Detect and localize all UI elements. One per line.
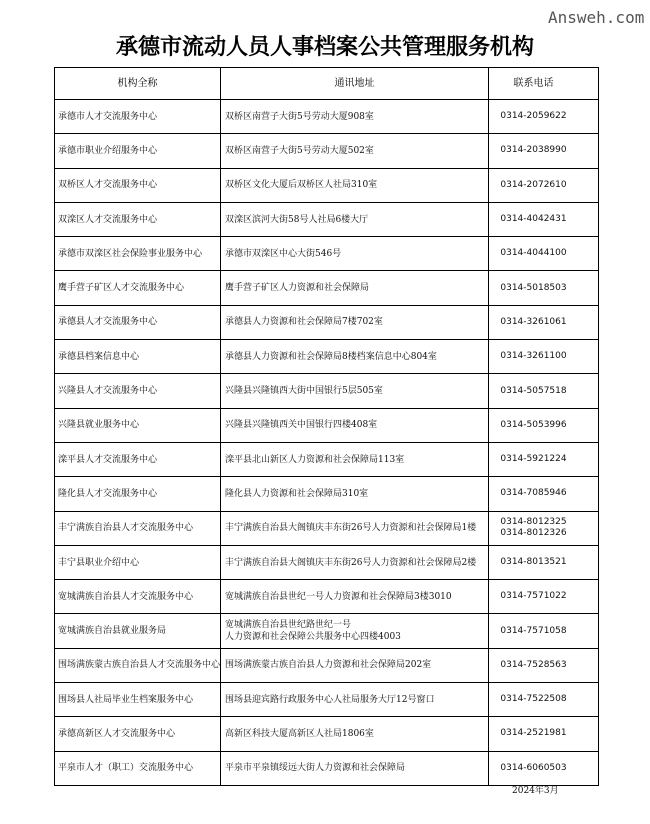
address-line: 宽城满族自治县世纪一号人力资源和社会保障局3楼3010: [225, 591, 452, 602]
phone-cell: [489, 477, 599, 511]
address-cell: [221, 237, 489, 271]
address-line: 人力资源和社会保障公共服务中心四楼4003: [225, 632, 401, 643]
table-row: [55, 237, 599, 271]
agency-name-cell: [55, 752, 221, 786]
phone-cell: [489, 546, 599, 580]
phone-number: 0314-7085946: [500, 488, 567, 499]
address-line: 双滦区滨河大街58号人社局6楼大厅: [225, 214, 369, 225]
agency-name-cell: [55, 237, 221, 271]
agency-name: 承德市职业介绍服务中心: [58, 145, 158, 156]
site-watermark: Answeh.com: [548, 8, 645, 27]
agency-name: 承德高新区人才交流服务中心: [58, 728, 176, 739]
phone-cell: [489, 614, 599, 648]
agency-name-cell: [55, 134, 221, 168]
address-cell: [221, 649, 489, 683]
phone-number: 0314-4042431: [500, 214, 567, 225]
address-line: 丰宁满族自治县大阁镇庆丰东街26号人力资源和社会保障局1楼: [225, 523, 477, 534]
agency-name-cell: [55, 409, 221, 443]
agency-name-cell: [55, 443, 221, 477]
agency-name-cell: [55, 683, 221, 717]
address-cell: [221, 169, 489, 203]
agency-name: 双桥区人才交流服务中心: [58, 180, 158, 191]
phone-number: 0314-2059622: [500, 111, 567, 122]
phone-cell: [489, 409, 599, 443]
table-row: [55, 340, 599, 374]
address-line: 平泉市平泉镇绥远大街人力资源和社会保障局: [225, 763, 406, 774]
agency-name-cell: [55, 340, 221, 374]
phone-number: 0314-6060503: [500, 762, 567, 773]
phone-number: 0314-8013521: [500, 557, 567, 567]
address-line: 滦平县北山新区人力资源和社会保障局113室: [225, 454, 405, 465]
address-line: 鹰手营子矿区人力资源和社会保障局: [225, 283, 370, 294]
table-row: [55, 100, 599, 134]
phone-cell: [489, 203, 599, 237]
agency-name-cell: [55, 271, 221, 305]
table-row: [55, 614, 599, 648]
address-cell: [221, 340, 489, 374]
agency-name: 隆化县人才交流服务中心: [58, 488, 158, 499]
agency-name: 双滦区人才交流服务中心: [58, 214, 158, 225]
agency-name: 承德县档案信息中心: [58, 351, 140, 362]
table-row: [55, 752, 599, 786]
agency-name: 宽城满族自治县就业服务局: [58, 626, 167, 637]
address-line: 宽城满族自治县世纪路世纪一号: [225, 620, 352, 631]
agency-name: 平泉市人才（职工）交流服务中心: [58, 763, 194, 774]
phone-number: 0314-7528563: [500, 659, 567, 670]
phone-cell: [489, 169, 599, 203]
phone-number: 0314-2072610: [500, 179, 567, 190]
address-line: 双桥区南营子大街5号劳动大厦908室: [225, 111, 374, 122]
address-cell: [221, 477, 489, 511]
agency-name: 围场县人社局毕业生档案服务中心: [58, 694, 194, 705]
agency-name: 宽城满族自治县人才交流服务中心: [58, 591, 194, 602]
agency-name-cell: [55, 546, 221, 580]
phone-cell: [489, 443, 599, 477]
address-cell: [221, 306, 489, 340]
header-phone: 联系电话: [489, 68, 599, 100]
phone-cell: [489, 374, 599, 408]
phone-number: 0314-2038990: [500, 145, 567, 156]
address-cell: [221, 100, 489, 134]
address-line: 围场县迎宾路行政服务中心人社局服务大厅12号窗口: [225, 694, 435, 705]
agency-name-cell: [55, 477, 221, 511]
address-line: 兴隆县兴隆镇西大街中国银行5层505室: [225, 386, 383, 397]
agency-name: 兴隆县就业服务中心: [58, 420, 140, 431]
address-cell: [221, 546, 489, 580]
table-row: [55, 580, 599, 614]
agency-name-cell: [55, 614, 221, 648]
phone-cell: [489, 649, 599, 683]
agency-name-cell: [55, 306, 221, 340]
address-cell: [221, 683, 489, 717]
agency-name: 承德市人才交流服务中心: [58, 111, 158, 122]
address-line: 承德县人力资源和社会保障局8楼档案信息中心804室: [225, 351, 437, 362]
phone-number: 0314-5053996: [500, 419, 567, 430]
publication-date: 2024年3月: [512, 786, 559, 796]
agency-name: 承德市双滦区社会保险事业服务中心: [58, 248, 203, 259]
phone-number: 0314-7571022: [500, 591, 567, 602]
table-row: [55, 683, 599, 717]
table-row: [55, 134, 599, 168]
phone-cell: [489, 237, 599, 271]
agency-table: [54, 67, 599, 786]
agency-name-cell: [55, 512, 221, 546]
table-row: [55, 546, 599, 580]
address-cell: [221, 614, 489, 648]
table-row: [55, 717, 599, 751]
header-agency-name: 机构全称: [55, 68, 221, 100]
phone-number: 0314-3261100: [500, 351, 567, 362]
phone-cell: [489, 134, 599, 168]
address-line: 高新区科技大厦高新区人社局1806室: [225, 728, 374, 739]
phone-cell: [489, 752, 599, 786]
address-line: 承德县人力资源和社会保障局7楼702室: [225, 317, 383, 328]
address-cell: [221, 203, 489, 237]
address-line: 承德市双滦区中心大街546号: [225, 248, 342, 259]
phone-number: 0314-7571058: [500, 625, 567, 636]
address-line: 丰宁满族自治县大阁镇庆丰东街26号人力资源和社会保障局2楼: [225, 557, 477, 568]
phone-number: 0314-5018503: [500, 282, 567, 293]
phone-number: 0314-8012325: [500, 517, 567, 528]
agency-name: 鹰手营子矿区人才交流服务中心: [58, 283, 185, 294]
phone-cell: [489, 306, 599, 340]
agency-name: 兴隆县人才交流服务中心: [58, 386, 158, 397]
table-row: [55, 477, 599, 511]
address-cell: [221, 134, 489, 168]
agency-name: 丰宁满族自治县人才交流服务中心: [58, 523, 194, 534]
phone-cell: [489, 271, 599, 305]
agency-name: 丰宁县职业介绍中心: [58, 557, 140, 568]
phone-number: 0314-5057518: [500, 385, 567, 396]
address-line: 双桥区南营子大街5号劳动大厦502室: [225, 145, 374, 156]
address-cell: [221, 752, 489, 786]
table-row: [55, 271, 599, 305]
address-cell: [221, 512, 489, 546]
phone-number: 0314-4044100: [500, 248, 567, 259]
header-address: 通讯地址: [221, 68, 489, 100]
table-row: [55, 512, 599, 546]
phone-cell: [489, 340, 599, 374]
address-line: 双桥区文化大厦后双桥区人社局310室: [225, 180, 378, 191]
address-cell: [221, 271, 489, 305]
phone-number: 0314-7522508: [500, 694, 567, 705]
table-header-row: [55, 68, 599, 100]
address-line: 围场满族蒙古族自治县人力资源和社会保障局202室: [225, 660, 432, 671]
phone-cell: [489, 512, 599, 546]
agency-name: 围场满族蒙古族自治县人才交流服务中心: [58, 660, 221, 671]
agency-name: 承德县人才交流服务中心: [58, 317, 158, 328]
address-line: 隆化县人力资源和社会保障局310室: [225, 488, 369, 499]
table-row: [55, 649, 599, 683]
agency-name-cell: [55, 203, 221, 237]
phone-cell: [489, 580, 599, 614]
phone-number: 0314-8012326: [500, 528, 567, 539]
address-cell: [221, 580, 489, 614]
table-row: [55, 374, 599, 408]
address-cell: [221, 717, 489, 751]
agency-name-cell: [55, 649, 221, 683]
agency-name-cell: [55, 580, 221, 614]
phone-number: 0314-3261061: [500, 316, 567, 327]
agency-name-cell: [55, 169, 221, 203]
agency-name-cell: [55, 374, 221, 408]
phone-number: 0314-2521981: [500, 728, 567, 739]
table-row: [55, 203, 599, 237]
table-row: [55, 409, 599, 443]
table-row: [55, 306, 599, 340]
address-cell: [221, 443, 489, 477]
phone-cell: [489, 683, 599, 717]
agency-name: 滦平县人才交流服务中心: [58, 454, 158, 465]
page-title: 承德市流动人员人事档案公共管理服务机构: [115, 34, 534, 60]
address-line: 兴隆县兴隆镇西关中国银行四楼408室: [225, 420, 378, 431]
table-row: [55, 169, 599, 203]
phone-cell: [489, 717, 599, 751]
agency-name-cell: [55, 717, 221, 751]
address-cell: [221, 374, 489, 408]
address-cell: [221, 409, 489, 443]
phone-number: 0314-5921224: [500, 454, 567, 465]
agency-name-cell: [55, 100, 221, 134]
table-row: [55, 443, 599, 477]
phone-cell: [489, 100, 599, 134]
